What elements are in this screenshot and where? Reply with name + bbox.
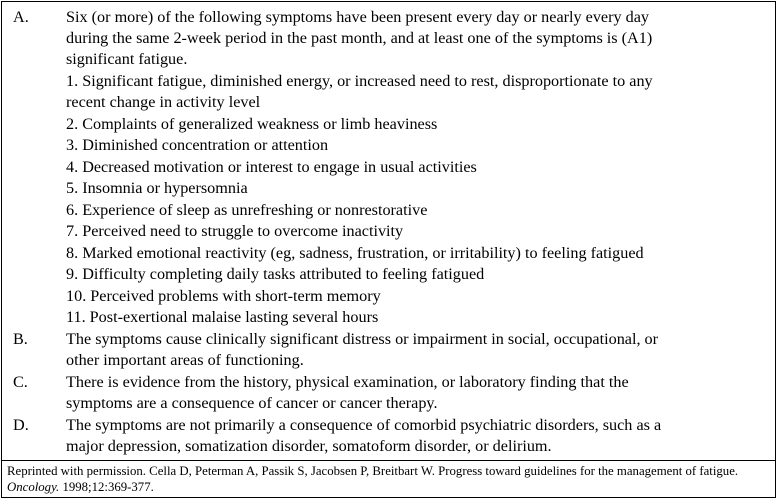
symptom-item-1: 1. Significant fatigue, diminished energy, or increased need to rest, disproportionate to any bbox=[66, 72, 653, 90]
footnote-journal: Oncology. bbox=[7, 480, 60, 494]
symptom-item-9: 9. Difficulty completing daily tasks attributed to feeling fatigued bbox=[66, 265, 485, 283]
footnote-divider bbox=[2, 460, 775, 461]
symptom-item-7: 7. Perceived need to struggle to overcome inactivity bbox=[66, 222, 404, 240]
criterion-letter-d: D. bbox=[13, 416, 29, 434]
criterion-a-line-1: Six (or more) of the following symptoms have been present every day or nearly every day bbox=[66, 8, 650, 26]
symptom-item-10: 10. Perceived problems with short-term memory bbox=[66, 287, 381, 305]
criteria-table bbox=[1, 1, 776, 498]
criteria-list bbox=[2, 2, 775, 460]
symptom-item-6: 6. Experience of sleep as unrefreshing or nonrestorative bbox=[66, 201, 428, 219]
symptom-item-3: 3. Diminished concentration or attention bbox=[66, 136, 329, 154]
criterion-c-line-1: There is evidence from the history, physical examination, or laboratory finding that the bbox=[66, 373, 629, 391]
criterion-d-line-1: The symptoms are not primarily a consequence of comorbid psychiatric disorders, such as a bbox=[66, 416, 662, 434]
criterion-b-line-2: other important areas of functioning. bbox=[66, 351, 304, 369]
criterion-letter-c: C. bbox=[13, 373, 28, 391]
footnote bbox=[7, 463, 772, 495]
symptom-item-1-continued: recent change in activity level bbox=[66, 93, 261, 111]
footnote-volume: 1998;12:369-377. bbox=[62, 480, 154, 494]
criterion-b-line-1: The symptoms cause clinically significant distress or impairment in social, occupational, or bbox=[66, 330, 659, 348]
criterion-c-line-2: symptoms are a consequence of cancer or cancer therapy. bbox=[66, 394, 438, 412]
symptom-item-2: 2. Complaints of generalized weakness or limb heaviness bbox=[66, 115, 438, 133]
symptom-item-11: 11. Post-exertional malaise lasting several hours bbox=[66, 308, 379, 326]
criterion-d-line-2: major depression, somatization disorder, somatoform disorder, or delirium. bbox=[66, 437, 552, 455]
criterion-letter-a: A. bbox=[13, 8, 29, 26]
criterion-a-line-3: significant fatigue. bbox=[66, 50, 188, 68]
symptom-item-4: 4. Decreased motivation or interest to engage in usual activities bbox=[66, 158, 477, 176]
criterion-a-line-2: during the same 2-week period in the past month, and at least one of the symptoms is (A1) bbox=[66, 29, 653, 47]
symptom-item-5: 5. Insomnia or hypersomnia bbox=[66, 179, 248, 197]
symptom-item-8: 8. Marked emotional reactivity (eg, sadness, frustration, or irritability) to feeling fatigued bbox=[66, 244, 644, 262]
criterion-letter-b: B. bbox=[13, 330, 28, 348]
footnote-citation: Reprinted with permission. Cella D, Peterman A, Passik S, Jacobsen P, Breitbart W. Progress toward guidelines for the management of fatigue. bbox=[7, 464, 739, 478]
